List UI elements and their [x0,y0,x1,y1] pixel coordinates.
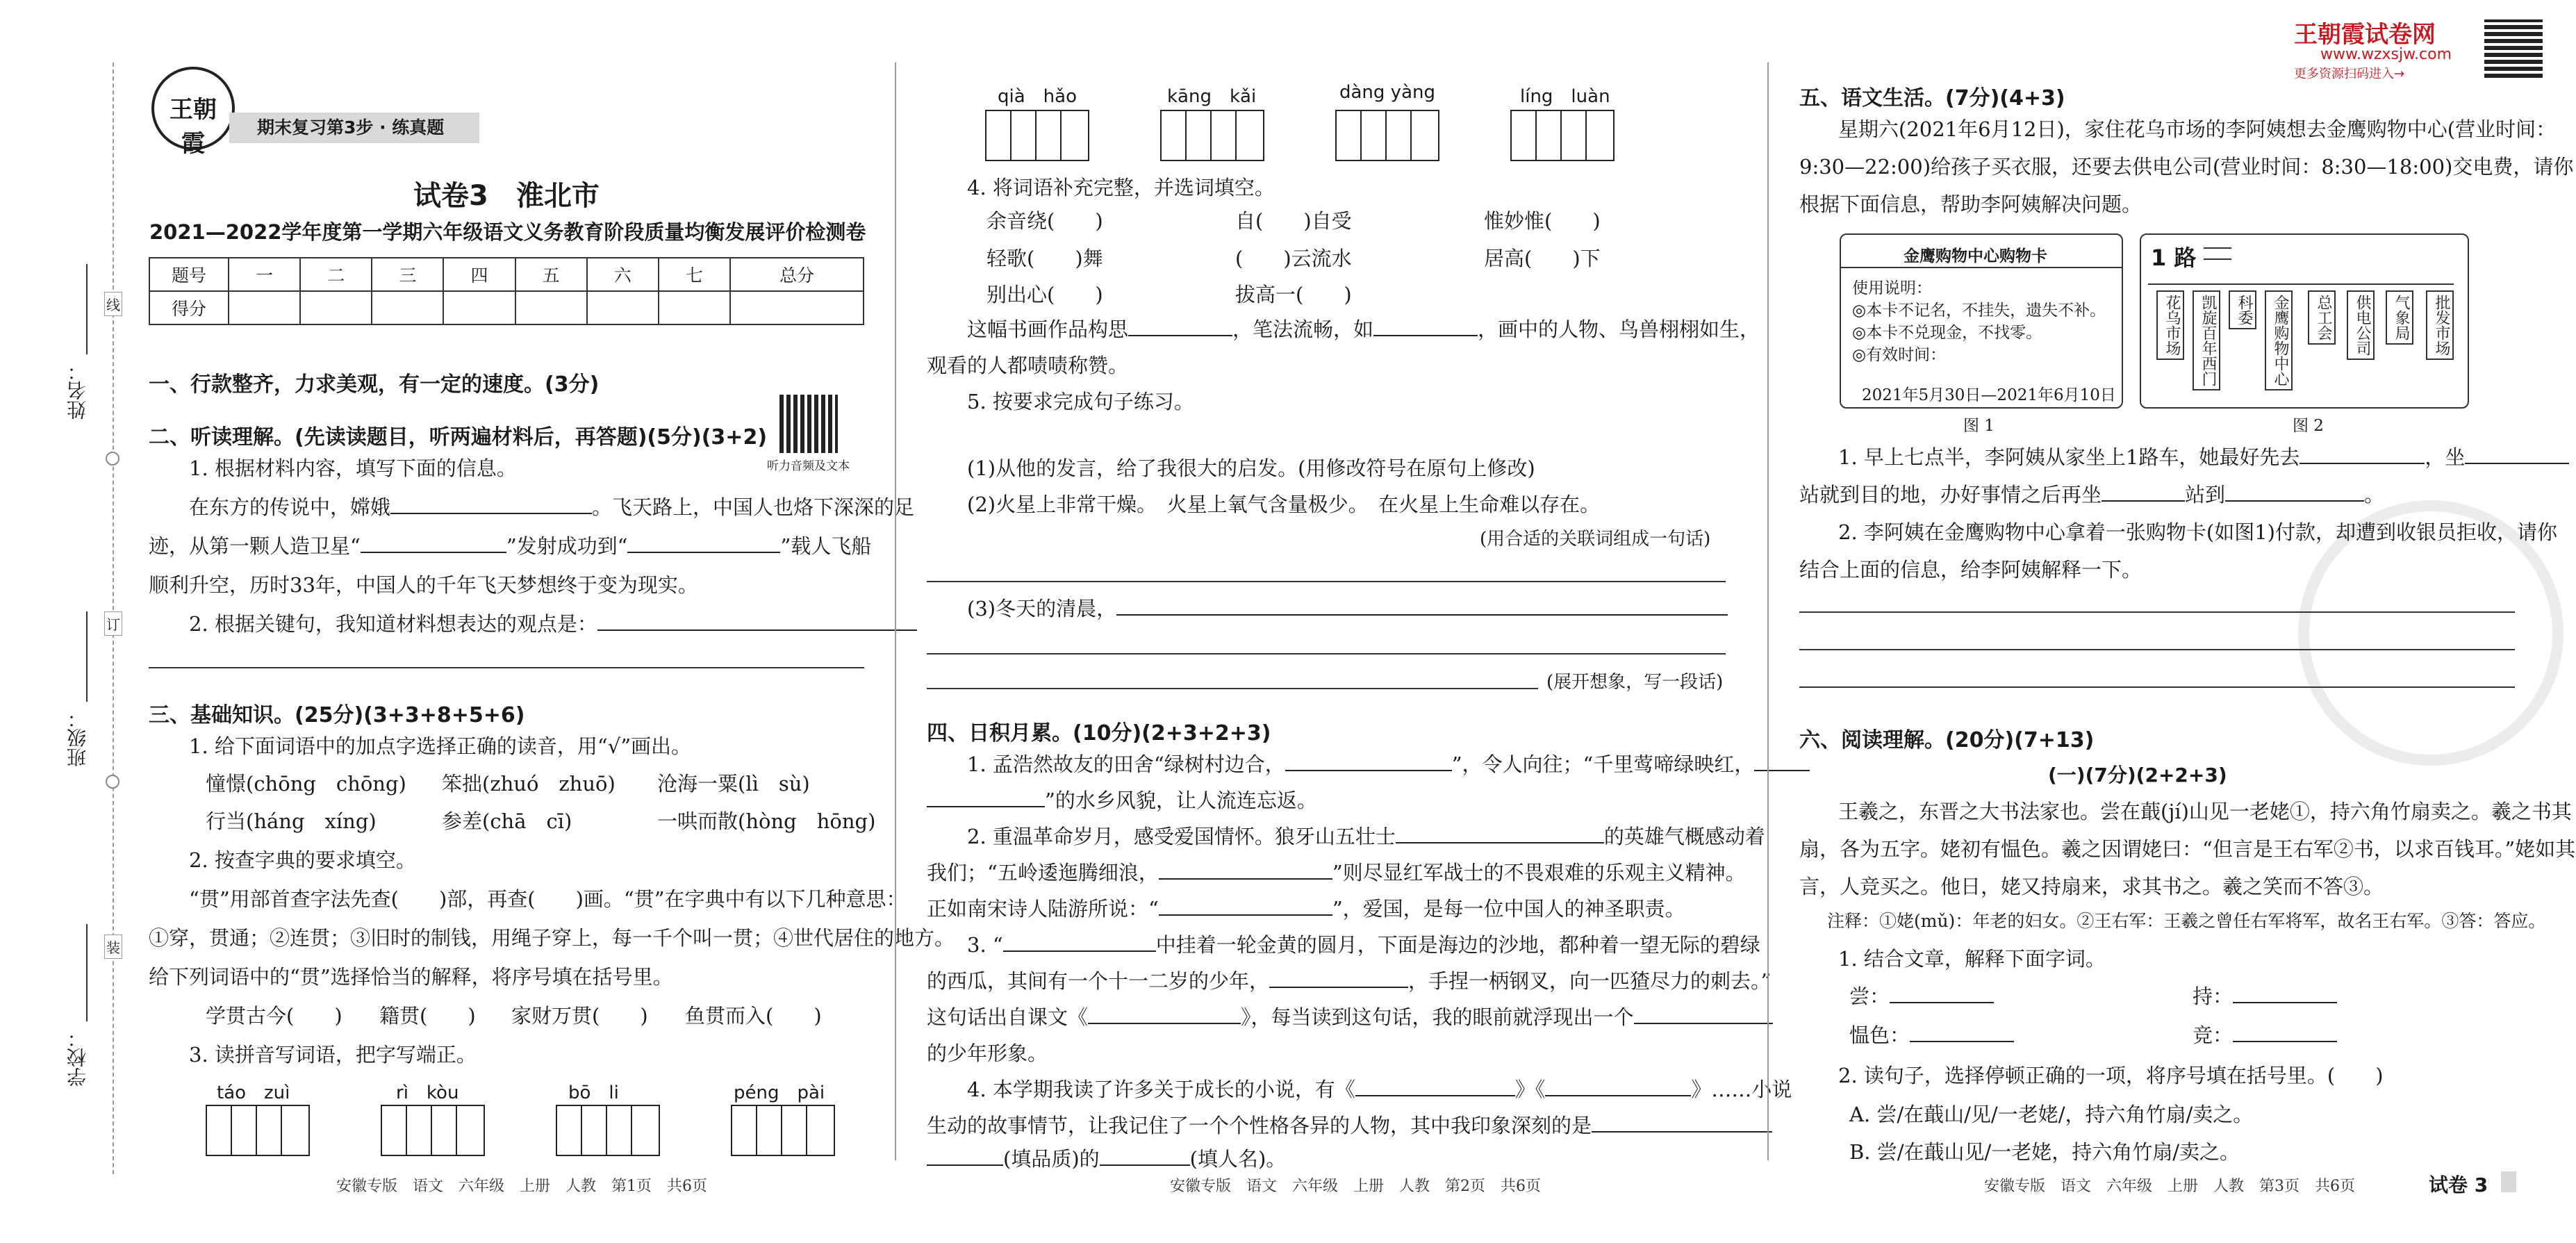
s4-q3-line1 [967,932,1760,957]
paper-number-badge: 试卷 3 [2429,1174,2488,1196]
p2-q4-line1 [967,317,1760,342]
s4-q2-line2 [927,860,1746,885]
s5-p2: 9:30—22:00)给孩子买衣服，还要去供电公司(营业时间：8:30—18:00)交电费，请你 [1799,155,2574,179]
p2-q4-line2: 观看的人都啧啧称赞。 [927,354,1129,377]
p2-q5-2: (2)火星上非常干燥。 火星上氧气含量极少。 在火星上生命难以存在。 [967,493,1601,516]
text: 。 [2364,483,2385,507]
s4-q1-line2 [927,788,1317,813]
meaning-item[interactable]: 学贯古今( ) [206,1004,342,1028]
bus-stop: 气象局 [2386,290,2413,345]
s4-q4-line2 [927,1113,1772,1138]
score-cell[interactable] [730,291,864,324]
answer-blank[interactable] [1890,984,1994,1003]
score-header: 题号 [149,258,229,291]
pronunciation-item[interactable]: 一哄而散(hòng hōng) [657,809,876,833]
card-usage: 使用说明： [1852,279,1932,297]
score-header: 六 [587,258,659,291]
paper-subtitle: 2021—2022学年度第一学期六年级语文义务教育阶段质量均衡发展评价检测卷 [149,220,866,244]
score-cell[interactable] [372,291,443,324]
answer-blank[interactable] [927,788,1045,807]
text: ，坐 [2425,445,2466,469]
section-5-heading: 五、语文生活。(7分)(4+3) [1799,86,2065,110]
score-cell[interactable] [659,291,730,324]
text: ，笔法流畅，如 [1232,318,1374,341]
bus-arrow-icon [2204,247,2231,260]
text: 愠色： [1849,1023,1910,1047]
text: 3. “ [967,933,1003,957]
text: 。飞天路上，中国人也烙下深深的足 [592,495,915,519]
answer-blank[interactable] [1634,1005,1773,1024]
p2-q5-2-note: (用合适的关联词组成一句话) [1480,529,1711,550]
bus-stop: 金鹰购物中心 [2265,290,2293,390]
s5-q1-line1 [1838,445,2569,470]
name-label: 姓名： [66,361,89,420]
answer-line[interactable] [149,667,864,668]
text: 迹，从第一颗人造卫星“ [149,534,361,558]
idiom-item[interactable]: ( )云流水 [1235,247,1352,270]
school-label: 学校： [66,1028,89,1087]
s6-q1-item [1849,1023,2014,1048]
meaning-item[interactable]: 籍贯( ) [379,1004,476,1028]
site-note: 更多资源扫码进入→ [2294,67,2405,81]
s6-q1-item [2193,984,2337,1009]
s5-q1-line2 [1799,482,2384,507]
s4-q4-line1 [967,1077,1792,1102]
text: 中挂着一轮金黄的圆月，下面是海边的沙地，都种着一望无际的碧绿 [1155,933,1760,957]
text: 》……小说 [1691,1078,1792,1101]
text: ”的水乡风貌，让人流连忘返。 [1045,789,1317,812]
pinyin-label: péng pài [734,1083,825,1103]
score-cell[interactable] [587,291,659,324]
score-header: 七 [659,258,730,291]
reading-text: 王羲之，东晋之大书法家也。尝在蕺(jí)山见一老姥①，持六角竹扇卖之。羲之书其 [1838,800,2572,823]
s6-q2-option-a[interactable]: A. 尝/在蕺山/见/一老姥/，持六角竹扇/卖之。 [1849,1103,2254,1126]
p2-q5: 5. 按要求完成句子练习。 [967,390,1194,413]
s6-q1-item [2193,1023,2337,1048]
answer-blank[interactable] [1355,1077,1515,1096]
pinyin-label: kāng kǎi [1167,86,1257,107]
reading-text: 言，人竞买之。他日，姥又持扇来，求其书之。羲之笑而不答③。 [1799,875,2384,898]
text: 》《 [1514,1078,1546,1101]
bus-stop: 总工会 [2308,290,2336,345]
writing-grid[interactable] [1335,110,1439,161]
bus-stop: 凯旋百年西门 [2193,290,2220,390]
text: 持： [2193,985,2234,1008]
score-header: 一 [229,258,300,291]
name-field[interactable] [86,264,88,354]
text: 竞： [2193,1023,2234,1047]
score-row-label: 得分 [149,291,229,324]
step-banner: 期末复习第3步 · 练真题 [229,113,479,143]
writing-grid[interactable] [381,1105,485,1156]
answer-blank[interactable] [1754,752,1810,771]
binding-mark-xian: 线 [104,292,122,316]
score-cell[interactable] [300,291,372,324]
bus-stop: 花乌市场 [2156,290,2184,360]
text: 4. 本学期我读了许多关于成长的小说，有《 [967,1078,1355,1101]
answer-line[interactable] [927,688,1538,689]
page-2-footer: 安徽专版 语文 六年级 上册 人教 第2页 共6页 [1170,1178,1541,1195]
answer-blank[interactable] [1128,317,1232,336]
answer-line[interactable] [927,653,1726,655]
s6-q1-item [1849,984,1994,1009]
pinyin-label: táo zuì [217,1083,290,1103]
s4-q1-line1 [967,752,1810,777]
bus-stop: 供电公司 [2347,290,2375,360]
text: 2. 根据关键句，我知道材料想表达的观点是： [189,612,597,636]
answer-line[interactable] [1799,649,2515,650]
score-header: 三 [372,258,443,291]
meaning-item[interactable]: 家财万贯( ) [511,1004,648,1028]
idiom-item[interactable]: 居高( )下 [1484,247,1601,270]
answer-blank[interactable] [1373,317,1478,336]
answer-blank[interactable] [1592,1113,1772,1133]
text: 尝： [1849,985,1890,1008]
answer-blank[interactable] [1396,824,1604,843]
pronunciation-item[interactable]: 参差(chā cī) [442,809,572,833]
s4-q2-line3 [927,896,1685,921]
answer-blank[interactable] [1159,896,1332,916]
bus-stop: 批发市场 [2426,290,2454,360]
answer-blank[interactable] [361,534,506,553]
pronunciation-item[interactable]: 笨拙(zhuó zhuō) [442,772,616,796]
text: ”，令人向往；“千里莺啼绿映红， [1451,752,1755,776]
shopping-card-figure [1840,233,2123,409]
idiom-item[interactable]: 轻歌( )舞 [986,247,1103,270]
section-4-heading: 四、日积月累。(10分)(2+3+2+3) [927,721,1271,746]
text: 2. 重温革命岁月，感受爱国情怀。狼牙山五壮士 [967,825,1396,848]
s4-q4-line3 [927,1146,1286,1171]
bus-route-figure [2140,233,2469,409]
pinyin-label: qià hǎo [998,86,1077,107]
answer-blank[interactable] [1159,860,1332,880]
writing-grid[interactable] [1160,110,1264,161]
text: 我们；“五岭逶迤腾细浪， [927,861,1159,884]
text: 的少年形象。 [927,1042,1048,1065]
text: 这幅书画作品构思 [967,318,1129,341]
writing-grid[interactable] [206,1105,310,1156]
site-qr-code [2484,19,2543,78]
reading-notes: 注释：①姥(mǔ)：年老的妇女。②王右军：王羲之曾任右军将军，故名王右军。③答：答应。 [1827,911,2546,931]
answer-blank[interactable] [2465,445,2569,464]
card-rule-text: ◎本卡不记名，不挂失，遗失不补。 [1852,302,2106,320]
pinyin-label: bō li [568,1083,619,1103]
text: ”则尽显红军战士的不畏艰难的乐观主义精神。 [1332,861,1746,884]
page-1-footer: 安徽专版 语文 六年级 上册 人教 第1页 共6页 [336,1178,707,1195]
answer-blank[interactable] [1269,969,1408,988]
s2-q1-line2 [149,534,871,559]
pinyin-label: líng luàn [1520,86,1610,107]
s4-q3-line4 [927,1041,1048,1066]
idiom-item[interactable]: 自( )自受 [1235,209,1352,233]
idiom-item[interactable]: 拔高一( ) [1235,283,1352,306]
s5-q2-line1: 2. 李阿姨在金鹰购物中心拿着一张购物卡(如图1)付款，却遭到收银员拒收，请你 [1838,520,2557,544]
page-divider [895,63,896,1160]
p2-q5-3-note: (展开想象，写一段话) [1546,672,1724,693]
answer-blank[interactable] [390,495,592,514]
text: ”，爱国，是每一位中国人的神圣职责。 [1332,897,1685,921]
text: ，手捏一柄钢叉，向一匹猹尽力的刺去。” [1408,969,1772,993]
pinyin-label: rì kòu [396,1083,459,1103]
score-cell[interactable] [443,291,515,324]
answer-blank[interactable] [2233,984,2337,1003]
card-rule-text: ◎有效时间： [1852,346,1947,364]
corner-bar [2501,1171,2516,1192]
card-rule [1841,267,2122,268]
section-6-sub-heading: (一)(7分)(2+2+3) [2048,764,2227,787]
paper-title: 试卷3 淮北市 [413,180,600,212]
answer-line[interactable] [1799,611,2515,613]
text: 的英雄气概感动着 [1603,825,1765,848]
score-header: 总分 [730,258,864,291]
binding-margin [0,0,122,1243]
s3-q2-p3: 给下列词语中的“贯”选择恰当的解释，将序号填在括号里。 [149,965,673,989]
bus-route-title: 1 路 [2151,245,2197,271]
s5-p1: 星期六(2021年6月12日)，家住花乌市场的李阿姨想去金鹰购物中心(营业时间： [1838,117,2557,141]
bus-route-line [2148,283,2454,285]
card-valid-date: 2021年5月30日—2021年6月10日 [1862,386,2116,404]
text: 》，每当读到这句话，我的眼前就浮现出一个 [1241,1005,1634,1029]
s6-q2-option-b[interactable]: B. 尝/在蕺山见/一老姥，持六角竹扇/卖之。 [1849,1140,2240,1164]
idiom-item[interactable]: 惟妙惟( ) [1484,209,1601,233]
qr-code [779,395,838,453]
card-rule-text: ◎本卡不兑现金，不找零。 [1852,324,2042,342]
writing-grid[interactable] [985,110,1089,161]
text: 1. 早上七点半，李阿姨从家坐上1路车，她最好先去 [1838,445,2300,469]
answer-blank[interactable] [1100,1146,1190,1166]
section-6-heading: 六、阅读理解。(20分)(7+13) [1799,728,2095,752]
card-title: 金鹰购物中心购物卡 [1904,247,2047,265]
answer-blank[interactable] [927,1146,1003,1166]
site-title: 王朝霞试卷网 [2294,21,2436,49]
reading-text: 扇，各为五字。姥初有愠色。羲之因谓姥曰：“但言是王右军②书，以求百钱耳。”姥如其 [1799,837,2576,861]
answer-blank[interactable] [1003,932,1156,952]
s2-q1: 1. 根据材料内容，填写下面的信息。 [189,456,517,480]
score-cell[interactable] [515,291,587,324]
class-label: 班级： [66,709,89,767]
answer-blank[interactable] [2102,482,2185,502]
p2-q4: 4. 将词语补充完整，并选词填空。 [967,176,1275,199]
logo-text: 王朝霞 [170,96,217,158]
s6-q2: 2. 读句子，选择停顿正确的一项，将序号填在括号里。( ) [1838,1064,2384,1087]
site-url: www.wzxsjw.com [2320,46,2452,63]
pronunciation-item[interactable]: 行当(háng xíng) [206,809,377,833]
text: 的西瓜，其间有一个十一二岁的少年， [927,969,1270,993]
section-1-heading: 一、行款整齐，力求美观，有一定的速度。(3分) [149,372,600,397]
score-header: 四 [443,258,515,291]
text: (3)冬天的清晨， [967,597,1117,620]
text: ”载人飞船 [780,534,872,558]
answer-line[interactable] [927,581,1726,582]
text: 1. 孟浩然故友的田舍“绿树村边合， [967,752,1285,776]
section-2-heading: 二、听读理解。(先读读题目，听两遍材料后，再答题)(5分)(3+2) [149,425,768,450]
s3-q1: 1. 给下面词语中的加点字选择正确的读音，用“√”画出。 [189,734,692,758]
score-cell[interactable] [229,291,300,324]
writing-grid[interactable] [731,1105,835,1156]
writing-grid[interactable] [556,1105,660,1156]
answer-line[interactable] [1799,686,2515,688]
score-table [149,257,864,325]
answer-blank[interactable] [1285,752,1452,771]
p2-q5-1: (1)从他的发言，给了我很大的启发。(用修改符号在原句上修改) [967,456,1535,480]
binding-mark-zhuang: 装 [104,935,122,959]
class-field[interactable] [86,611,88,702]
pronunciation-item[interactable]: 沧海一粟(lì sù) [657,772,810,796]
score-header: 二 [300,258,372,291]
s3-q2-p1: “贯”用部首查字法先查( )部，再查( )画。“贯”在字典中有以下几种意思： [189,887,907,911]
text: ”发射成功到“ [506,534,628,558]
answer-blank[interactable] [2233,1023,2337,1042]
text: 生动的故事情节，让我记住了一个个性格各异的人物，其中我印象深刻的是 [927,1114,1592,1137]
text: 站就到目的地，办好事情之后再坐 [1799,483,2102,507]
text: ，画中的人物、鸟兽栩栩如生， [1478,318,1760,341]
text: 正如南宋诗人陆游所说：“ [927,897,1159,921]
section-3-heading: 三、基础知识。(25分)(3+3+8+5+6) [149,703,525,727]
answer-blank[interactable] [2300,445,2425,464]
s2-q1-line1 [189,495,914,520]
idiom-item[interactable]: 别出心( ) [986,283,1103,306]
answer-blank[interactable] [1545,1077,1691,1096]
binding-hole [106,775,119,789]
s3-q2-p2: ①穿，贯通；②连贯；③旧时的制钱，用绳子穿上，每一千个叫一贯；④世代居住的地方。 [149,926,955,950]
pinyin-label: dàng yàng [1339,82,1435,103]
s4-q3-line3 [927,1005,1773,1030]
s3-q3: 3. 读拼音写词语，把字写端正。 [189,1043,477,1067]
s2-q2 [189,611,917,636]
figure-2-caption: 图 2 [2293,417,2324,435]
p2-q5-3 [967,596,1728,621]
text: 站到 [2185,483,2226,507]
s4-q2-line1 [967,824,1765,849]
bus-stop: 科委 [2229,290,2256,329]
s5-q2-line2: 结合上面的信息，给李阿姨解释一下。 [1799,558,2142,582]
answer-blank[interactable] [1116,596,1728,616]
binding-hole [106,452,119,466]
page-divider [1767,63,1769,1160]
s3-q2: 2. 按查字典的要求填空。 [189,848,416,872]
figure-1-caption: 图 1 [1963,417,1995,435]
answer-blank[interactable] [2225,482,2364,502]
s2-q1-line3: 顺利升空，历时33年，中国人的千年飞天梦想终于变为现实。 [149,573,698,597]
brand-logo [151,67,235,158]
text: (填人名)。 [1189,1147,1287,1171]
idiom-item[interactable]: 余音绕( ) [986,209,1103,233]
pronunciation-item[interactable]: 憧憬(chōng chōng) [206,772,406,796]
s5-p3: 根据下面信息，帮助李阿姨解决问题。 [1799,192,2142,216]
score-header: 五 [515,258,587,291]
page-3-footer: 安徽专版 语文 六年级 上册 人教 第3页 共6页 [1984,1178,2355,1195]
answer-blank[interactable] [1088,1005,1241,1024]
answer-blank[interactable] [1910,1023,2014,1042]
text: (填品质)的 [1003,1147,1100,1171]
writing-grid[interactable] [1510,110,1615,161]
meaning-item[interactable]: 鱼贯而入( ) [685,1004,822,1028]
qr-caption: 听力音频及文本 [767,459,850,473]
s4-q3-line2 [927,969,1771,994]
binding-mark-ding: 订 [104,611,122,636]
text: 这句话出自课文《 [927,1005,1089,1029]
s6-q1: 1. 结合文章，解释下面字词。 [1838,947,2106,971]
school-field[interactable] [86,924,88,1021]
text: 在东方的传说中，嫦娥 [189,495,391,519]
answer-blank[interactable] [597,611,917,631]
answer-blank[interactable] [627,534,780,553]
